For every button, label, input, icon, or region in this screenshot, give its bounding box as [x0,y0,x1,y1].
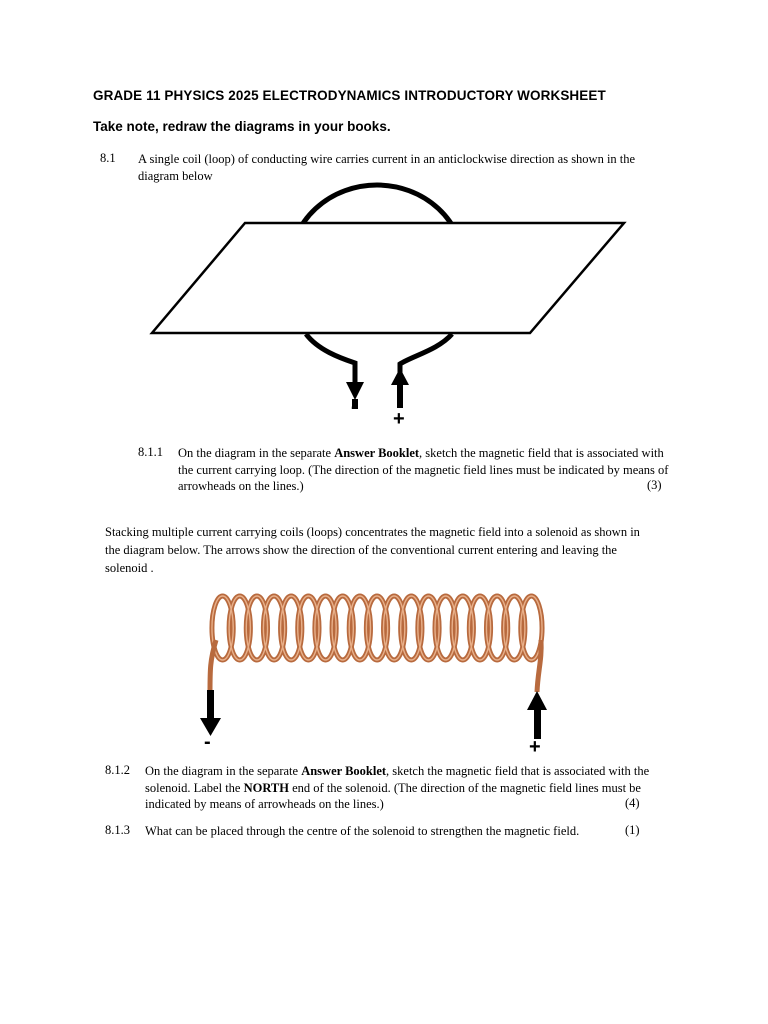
question-8-1-1-marks: (3) [647,478,662,492]
worksheet-instruction: Take note, redraw the diagrams in your books. [93,119,391,134]
question-8-1-2-marks: (4) [625,796,640,810]
negative-terminal-sign: - [351,396,358,418]
positive-terminal-sign: + [393,408,405,430]
solenoid-negative-sign: - [204,731,211,753]
solenoid-intro-text: Stacking multiple current carrying coils (loops) concentrates the magnetic field into a solenoid as shown in the diagram below. The arrows show the direction of the conventional current entering and leaving the solenoid . [105,525,640,575]
worksheet-title: GRADE 11 PHYSICS 2025 ELECTRODYNAMICS INTRODUCTORY WORKSHEET [93,88,606,103]
question-8-1-1-text: On the diagram in the separate Answer Booklet, sketch the magnetic field that is associated with the current carrying loop. (The direction of the magnetic field lines must be indicated by means of arrowheads on the lines.) [178,446,669,493]
question-8-1-1-number: 8.1.1 [138,445,163,459]
question-8-1-3-number: 8.1.3 [105,823,130,837]
question-8-1-text: A single coil (loop) of conducting wire carries current in an anticlockwise direction as shown in the diagram below [138,152,636,183]
solenoid-positive-sign: + [529,736,541,758]
coil-left-wire [210,640,216,692]
solenoid-right-lead [534,709,541,739]
question-8-1-number: 8.1 [100,151,116,165]
question-8-1-3-text: What can be placed through the centre of the solenoid to strengthen the magnetic field. [145,824,580,838]
question-8-1-2-text: On the diagram in the separate Answer Booklet, sketch the magnetic field that is associated with the solenoid. Label the NORTH end of the solenoid. (The direction of the magnetic field lines must be indicated by means of arrowheads on the lines.) [145,764,650,811]
solenoid-left-lead [207,690,214,720]
solenoid-current-up-arrow [527,691,547,710]
solenoid-coil [210,596,542,692]
question-8-1-3-marks: (1) [625,823,640,837]
question-8-1-2-number: 8.1.2 [105,763,130,777]
